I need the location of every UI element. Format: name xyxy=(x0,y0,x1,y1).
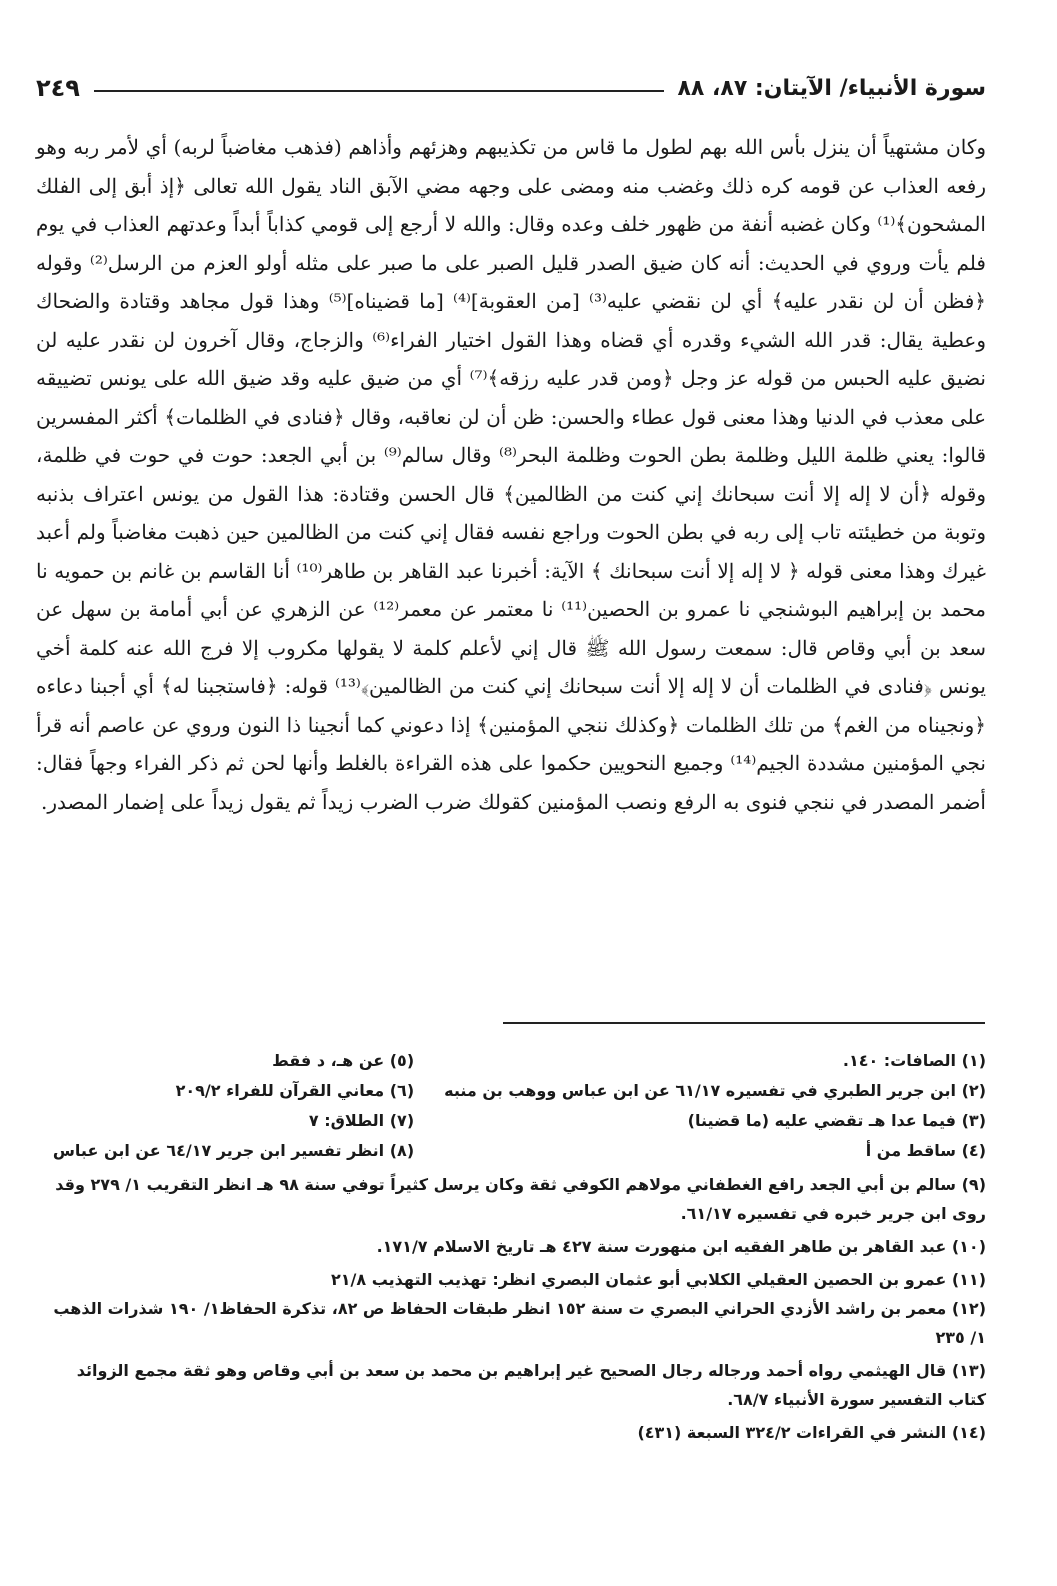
surah-title: سورة الأنبياء/ الآيتان: ٨٧، ٨٨ xyxy=(677,75,986,101)
footnotes xyxy=(40,1046,986,1447)
page-number: ٢٤٩ xyxy=(36,74,80,102)
footnote: (٢) ابن جرير الطبري في تفسيره ٦١/١٧ عن ابن عباس ووهب بن منبه xyxy=(444,1081,986,1100)
footnote: (١٢) معمر بن راشد الأزدي الحراني البصري ت سنة ١٥٢ انظر طبقات الحفاظ ص ٨٢، تذكرة الحفاظ١/ ١٩٠ شذرات الذهب ١/ ٢٣٥ xyxy=(53,1299,986,1347)
body-paragraph: وكان مشتهياً أن ينزل بأس الله بهم لطول ما قاس من تكذيبهم وهزئهم وأذاهم (فذهب مغاضباً لربه) أي لأمر ربه وهو رفعه العذاب عن قومه كره ذلك وغضب منه ومضى على وجهه مضي الآبق الناد يقول الله تعالى ﴿إذ أبق إلى الفلك المشحون﴾⁽¹⁾ وكان غضبه أنفة من ظهور خلف وعده وقال: والله لا أرجع إلى قومي كذاباً أبداً وعدتهم العذاب في يوم فلم يأت وروي في الحديث: أنه كان ضيق الصدر قليل الصبر على ما صبر على مثله أولو العزم من الرسل⁽²⁾ وقوله ﴿فظن أن لن نقدر عليه﴾ أي لن نقضي عليه⁽³⁾ [من العقوبة]⁽⁴⁾ [ما قضيناه]⁽⁵⁾ وهذا قول مجاهد وقتادة والضحاك وعطية يقال: قدر الله الشيء وقدره أي قضاه وهذا القول اختيار الفراء⁽⁶⁾ والزجاج، وقال آخرون لن نقدر عليه لن نضيق عليه الحبس من قوله عز وجل ﴿ومن قدر عليه رزقه﴾⁽⁷⁾ أي من ضيق عليه وقد ضيق الله على يونس تضييقه على معذب في الدنيا وهذا معنى قول عطاء والحسن: ظن أن لن نعاقبه، وقال ﴿فنادى في الظلمات﴾ أكثر المفسرين قالوا: يعني ظلمة الليل وظلمة بطن الحوت وظلمة البحر⁽⁸⁾ وقال سالم⁽⁹⁾ بن أبي الجعد: حوت في حوت في ظلمة، وقوله ﴿أن لا إله إلا أنت سبحانك إني كنت من الظالمين﴾ قال الحسن وقتادة: هذا القول من يونس اعتراف بذنبه وتوبة من خطيئته تاب إلى ربه في بطن الحوت وراجع نفسه فقال إني كنت من الظالمين حين ذهبت مغاضباً ولم أعبد غيرك وهذا معنى قوله ﴿ لا إله إلا أنت سبحانك ﴾ الآية: أخبرنا عبد القاهر بن طاهر⁽¹⁰⁾ أنا القاسم بن غانم بن حمويه نا محمد بن إبراهيم البوشنجي نا عمرو بن الحصين⁽¹¹⁾ نا معتمر عن معمر⁽¹²⁾ عن الزهري عن أبي أمامة بن سهل عن سعد بن أبي وقاص قال: سمعت رسول الله ﷺ قال إني لأعلم كلمة لا يقولها مكروب إلا فرج الله عنه كلمة أخي يونس ﴿فنادى في الظلمات أن لا إله إلا أنت سبحانك إني كنت من الظالمين﴾⁽¹³⁾ قوله: ﴿فاستجبنا له﴾ أي أجبنا دعاءه ﴿ونجيناه من الغم﴾ من تلك الظلمات ﴿وكذلك ننجي المؤمنين﴾ إذا دعوني كما أنجينا ذا النون وروي عن عاصم أنه قرأ نجي المؤمنين مشددة الجيم⁽¹⁴⁾ وجميع النحويين حكموا على هذه القراءة بالغلط وأنها لحن ثم ذكر الفراء وجهاً فقال: أضمر المصدر في ننجي فنوى به الرفع ونصب المؤمنين كقولك ضرب الضرب زيداً ثم يقول زيداً على إضمار المصدر. xyxy=(36,135,987,814)
footnote: (٨) انظر تفسير ابن جرير ٦٤/١٧ عن ابن عباس xyxy=(52,1141,415,1160)
footnote: (٣) فيما عدا هـ تقضي عليه (ما قضينا) xyxy=(687,1111,986,1130)
footnote: (٦) معاني القرآن للفراء ٢٠٩/٢ xyxy=(175,1081,415,1100)
footnote: (١٤) النشر في القراءات ٣٢٤/٢ السبعة (٤٣١) xyxy=(637,1423,986,1442)
footnote: (٩) سالم بن أبي الجعد رافع الغطفاني مولاهم الكوفي ثقة وكان يرسل كثيراً توفي سنة ٩٨ هـ انظر التقريب ١/ ٢٧٩ وقد روى ابن جرير خبره في تفسيره ٦١/١٧. xyxy=(55,1175,986,1223)
footnotes-full-width xyxy=(40,1170,986,1447)
footnote: (١١) عمرو بن الحصين العقيلي الكلابي أبو عثمان البصري انظر: تهذيب التهذيب ٢١/٨ xyxy=(331,1270,986,1289)
footnote: (١٣) قال الهيثمي رواه أحمد ورجاله رجال الصحيح غير إبراهيم بن محمد بن سعد بن أبي وقاص وهو ثقة مجمع الزوائد كتاب التفسير سورة الأنبياء ٦٨/٧. xyxy=(76,1361,986,1409)
page-header xyxy=(36,62,986,114)
footnote: (١٠) عبد القاهر بن طاهر الفقيه ابن منهورت سنة ٤٢٧ هـ تاريخ الاسلام ١٧١/٧. xyxy=(376,1237,986,1256)
footnotes-two-column xyxy=(40,1046,986,1166)
footnotes-divider xyxy=(503,1022,985,1024)
footnote: (٥) عن هـ، د فقط xyxy=(272,1051,415,1070)
header-divider xyxy=(94,90,664,92)
main-text xyxy=(36,128,986,821)
footnote: (١) الصافات: ١٤٠. xyxy=(842,1051,986,1070)
footnote: (٧) الطلاق: ٧ xyxy=(308,1111,415,1130)
footnote: (٤) ساقط من أ xyxy=(865,1141,986,1160)
